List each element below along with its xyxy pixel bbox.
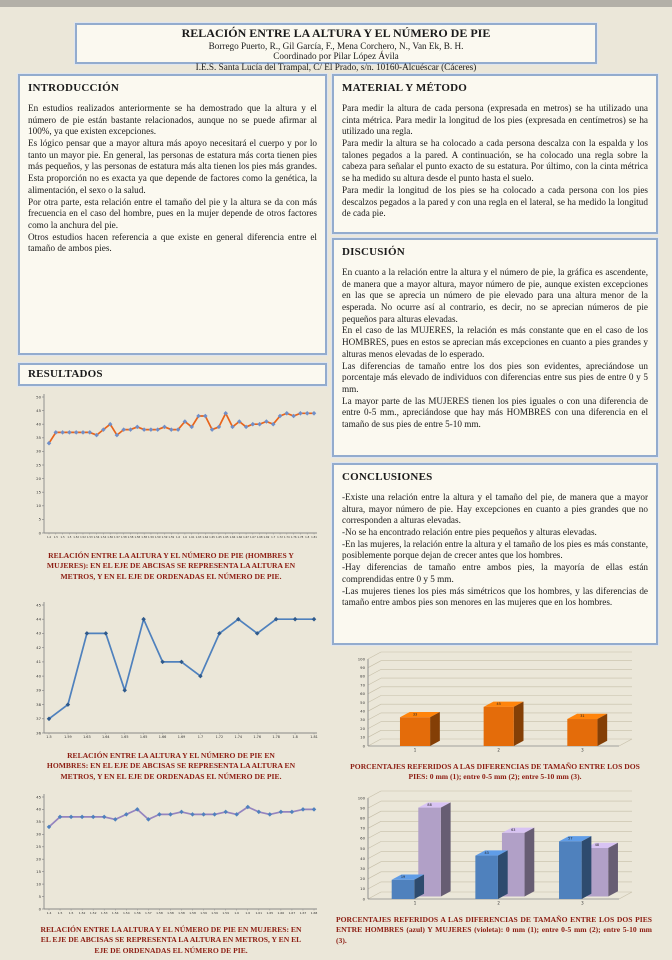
svg-text:10: 10 [360, 886, 365, 892]
svg-text:0: 0 [362, 743, 365, 749]
svg-text:39: 39 [36, 687, 41, 693]
poster-institution: I.E.S. Santa Lucía del Trampal, C/ El Prado, s/n. 10160-Alcuéscar (Cáceres) [195, 61, 477, 72]
paragraph: En el caso de las MUJERES, la relación es más constante que en el caso de los HOMBRES, pues en estos se aprecian más excepciones en cuanto a pies grandes y alturas menos elevadas de lo esperado. [342, 325, 648, 359]
svg-text:44: 44 [36, 616, 41, 622]
svg-text:1.4: 1.4 [46, 536, 52, 539]
svg-text:20: 20 [36, 856, 41, 862]
line-chart-height-vs-shoe-combined [22, 388, 322, 546]
svg-text:70: 70 [360, 682, 365, 688]
svg-text:1.6: 1.6 [245, 911, 251, 915]
section-conclusiones [332, 463, 658, 645]
svg-text:1.59: 1.59 [148, 536, 154, 539]
svg-text:80: 80 [360, 815, 365, 821]
paragraph: Para medir la longitud de los pies se ha colocado a cada persona con los pies descalzos pegados a la pared y con una regla en el lateral, se ha medido la longitud de cada pie. [342, 184, 648, 219]
svg-text:1.59: 1.59 [161, 536, 168, 539]
svg-text:36: 36 [36, 730, 41, 736]
svg-text:1: 1 [413, 900, 417, 906]
section-material-y-metodo [332, 74, 658, 234]
svg-text:45: 45 [36, 407, 41, 413]
paragraph: -No se ha encontrado relación entre pies pequeños y alturas elevadas. [342, 527, 597, 538]
svg-text:15: 15 [36, 489, 41, 495]
svg-text:45: 45 [36, 602, 41, 608]
svg-text:1.65: 1.65 [222, 536, 229, 539]
poster-title: RELACIÓN ENTRE LA ALTURA Y EL NÚMERO DE PIE [181, 26, 491, 40]
svg-text:1.54: 1.54 [100, 536, 107, 539]
svg-text:30: 30 [36, 831, 41, 837]
svg-text:1.52: 1.52 [80, 536, 86, 539]
svg-text:1.76: 1.76 [290, 536, 297, 539]
svg-text:1.78: 1.78 [297, 536, 304, 539]
line-chart-height-vs-shoe-women [22, 788, 322, 922]
svg-text:1.67: 1.67 [243, 536, 249, 539]
paragraph: En cuanto a la relación entre la altura y el número de pie, la gráfica es ascendente, de manera que a mayor altura, mayor número de pie, aunque existen excepciones en las que se aprecia un número de pie elevado para una altura menor de la esperada. No ocurre así al contrario, es decir, no se aprecian números de pie pequeños para alturas elevadas. [342, 267, 648, 324]
svg-text:1.67: 1.67 [299, 911, 307, 915]
chart-caption-bars-gender: PORCENTAJES REFERIDOS A LAS DIFERENCIAS DE TAMAÑO ENTRE LOS DOS PIES ENTRE HOMBRES (azul) Y MUJERES (violeta): 0 mm (1); entre 0-5 mm (2); entre 5-10 mm (3). [336, 915, 652, 945]
svg-text:1.74: 1.74 [234, 735, 243, 739]
svg-text:31: 31 [580, 714, 585, 719]
svg-text:1.64: 1.64 [102, 735, 110, 739]
svg-text:1.58: 1.58 [134, 536, 141, 539]
svg-text:1.7: 1.7 [271, 536, 276, 539]
svg-text:1.58: 1.58 [167, 911, 174, 915]
paragraph: En estudios realizados anteriormente se ha demostrado que la altura y el número de pie están bastante relacionados, aunque no se puede afirmar al 100%, ya que existen excepciones. [28, 103, 317, 137]
svg-text:35: 35 [36, 819, 41, 825]
svg-text:1.6: 1.6 [234, 911, 240, 915]
svg-text:2: 2 [497, 900, 500, 906]
svg-text:43: 43 [36, 630, 41, 636]
section-title-discusion: DISCUSIÓN [342, 246, 405, 258]
poster-coordinator: Coordinado por Pilar López Ávila [273, 51, 399, 62]
svg-text:1.81: 1.81 [310, 735, 318, 739]
paragraph: -Existe una relación entre la altura y el tamaño del pie, de manera que a mayor altura, mayor número de pie. Hay excepciones en cuanto a pies grandes que no corresponden a alturas elevadas. [342, 492, 648, 526]
svg-text:1.58: 1.58 [178, 911, 185, 915]
svg-text:1.53: 1.53 [86, 536, 93, 539]
svg-text:1.66: 1.66 [229, 536, 236, 539]
section-resultados [18, 363, 327, 386]
svg-text:48: 48 [594, 843, 600, 848]
chart-caption-women: RELACIÓN ENTRE LA ALTURA Y EL NÚMERO DE PIE EN MUJERES: EN EL EJE DE ABCISAS SE REPRESENTA LA ALTURA EN METROS, Y EN EL EJE DE ORDENADAS EL NÚMERO DE PIE. [40, 925, 302, 955]
svg-text:1.66: 1.66 [158, 735, 167, 739]
svg-text:50: 50 [360, 845, 365, 851]
svg-text:1.58: 1.58 [156, 911, 163, 915]
svg-text:1: 1 [413, 747, 417, 753]
section-title-resultados: RESULTADOS [28, 368, 103, 380]
svg-text:1.59: 1.59 [211, 911, 218, 915]
svg-text:1.4: 1.4 [46, 911, 52, 915]
section-introduccion [18, 74, 327, 355]
svg-text:1.78: 1.78 [272, 735, 280, 739]
svg-text:3: 3 [581, 747, 584, 753]
svg-text:1.58: 1.58 [127, 536, 134, 539]
svg-text:40: 40 [360, 708, 365, 714]
svg-text:1.65: 1.65 [139, 735, 148, 739]
svg-text:1.67: 1.67 [249, 536, 256, 539]
chart-caption-bars-total: PORCENTAJES REFERIDOS A LAS DIFERENCIAS DE TAMAÑO ENTRE LOS DOS PIES: 0 mm (1); entre 0-5 mm (2); entre 5-10 mm (3). [350, 762, 640, 782]
svg-text:45: 45 [36, 794, 41, 800]
poster-authors: Borrego Puerto, R., Gil García, F., Mena Corchero, N., Van Ek, B. H. [208, 40, 464, 51]
svg-text:90: 90 [360, 805, 365, 811]
svg-text:1.5: 1.5 [53, 536, 58, 539]
svg-text:30: 30 [360, 717, 365, 723]
svg-text:1.57: 1.57 [145, 911, 152, 915]
svg-text:1.56: 1.56 [107, 536, 114, 539]
svg-text:2: 2 [497, 747, 500, 753]
svg-text:35: 35 [36, 435, 41, 441]
svg-text:1.66: 1.66 [277, 911, 285, 915]
svg-text:20: 20 [360, 876, 365, 882]
svg-text:60: 60 [360, 835, 365, 841]
paragraph: Por otra parte, esta relación entre el tamaño del pie y la altura se da con más frecuencia en el caso del hombre, pues en la mujer depende de otros factores como la anchura del pie. [28, 196, 317, 230]
svg-text:1.59: 1.59 [154, 536, 161, 539]
svg-text:100: 100 [357, 795, 365, 801]
chart-caption-combined: RELACIÓN ENTRE LA ALTURA Y EL NÚMERO DE PIE (HOMBRES Y MUJERES): EN EL EJE DE ABCISAS SE REPRESENTA LA ALTURA EN METROS, Y EN EL EJE DE ORDENADAS EL NÚMERO DE PIE. [46, 551, 296, 581]
svg-text:25: 25 [36, 462, 41, 468]
svg-text:30: 30 [360, 866, 365, 871]
paragraph: Otros estudios hacen referencia a que existe en general diferencia entre el tamaño de ambos pies. [28, 231, 317, 254]
svg-text:1.6: 1.6 [182, 536, 187, 539]
svg-text:0: 0 [38, 906, 41, 912]
svg-text:1.58: 1.58 [141, 536, 148, 539]
paragraph: La mayor parte de las MUJERES tienen los pies iguales o con una diferencia de entre 0-5 mm., apreciándose que hay más HOMBRES con una diferencia en el tamaño de sus pies de entre 5-10 mm. [342, 395, 648, 429]
section-title-conclusiones: CONCLUSIONES [342, 471, 433, 483]
svg-text:1.67: 1.67 [288, 911, 296, 915]
svg-text:1.66: 1.66 [236, 536, 243, 539]
svg-text:15: 15 [36, 868, 41, 874]
section-discusion [332, 238, 658, 457]
svg-text:1.52: 1.52 [89, 911, 97, 915]
paragraph: -Hay diferencias de tamaño entre ambos pies, la mayoría de ellas están comprendidas entre 0 y 5 mm. [342, 562, 648, 584]
svg-text:1.6: 1.6 [176, 536, 181, 539]
svg-text:1.64: 1.64 [202, 536, 209, 539]
svg-text:1.5: 1.5 [60, 536, 65, 539]
paragraph: Las diferencias de tamaño entre los dos pies son evidentes, apreciándose un porcentaje más elevado de individuos con diferencias entre sus pies de entre 0 y 5 mm. [342, 360, 648, 394]
svg-text:1.74: 1.74 [283, 536, 290, 539]
svg-text:1.56: 1.56 [133, 911, 141, 915]
svg-text:1.7: 1.7 [197, 735, 204, 739]
svg-text:1.58: 1.58 [189, 911, 196, 915]
paragraph: Para medir la altura se ha colocado a cada persona descalza con la espalda y los talones pegados a la pared. A continuación, se ha colocado una regla sobre la cabeza para señalar el punto exacto de su estatura. Por último, con la cinta métrica se ha medido su altura desde el punto hasta el suelo. [342, 138, 648, 184]
svg-text:19: 19 [400, 875, 406, 880]
svg-text:1.63: 1.63 [83, 735, 91, 739]
svg-text:1.8: 1.8 [292, 735, 298, 739]
svg-text:0: 0 [362, 896, 365, 902]
svg-text:100: 100 [357, 656, 365, 662]
svg-text:1.72: 1.72 [277, 536, 283, 539]
paragraph: Es lógico pensar que a mayor altura más apoyo necesitará el cuerpo y por lo tanto un mayor pie. En general, las personas de estatura más corta tienen pies más pequeños, y las personas de estatura más alta tienen los pies más grandes. Esta proporción no es exacta ya que depende de factores como la genética, la alimentación, el sexo o la salud. [28, 138, 317, 195]
svg-text:41: 41 [36, 659, 41, 665]
svg-text:1.54: 1.54 [122, 911, 130, 915]
svg-text:1.76: 1.76 [253, 735, 261, 739]
section-title-material: MATERIAL Y MÉTODO [342, 82, 468, 94]
top-strip [0, 0, 672, 7]
svg-text:10: 10 [36, 881, 41, 887]
svg-text:1.68: 1.68 [310, 911, 318, 915]
svg-text:57: 57 [568, 836, 573, 841]
svg-text:1.54: 1.54 [111, 911, 119, 915]
svg-text:1.81: 1.81 [311, 536, 317, 539]
svg-text:1.5: 1.5 [57, 911, 63, 915]
svg-text:40: 40 [36, 806, 41, 812]
svg-text:1.65: 1.65 [215, 536, 222, 539]
svg-text:20: 20 [360, 725, 365, 731]
chart-caption-men: RELACIÓN ENTRE LA ALTURA Y EL NÚMERO DE PIE EN HOMBRES: EN EL EJE DE ABCISAS SE REPRESENTA LA ALTURA EN METROS, Y EN EL EJE DE ORDENADAS EL NÚMERO DE PIE. [46, 751, 296, 781]
poster-header [75, 23, 597, 72]
svg-text:10: 10 [36, 503, 41, 509]
svg-text:1.57: 1.57 [114, 536, 120, 539]
svg-text:40: 40 [36, 673, 41, 679]
svg-text:1.52: 1.52 [78, 911, 86, 915]
svg-text:1.59: 1.59 [64, 735, 72, 739]
svg-text:1.65: 1.65 [209, 536, 215, 539]
svg-text:63: 63 [511, 828, 516, 833]
svg-text:30: 30 [36, 448, 41, 454]
svg-text:1.72: 1.72 [215, 735, 224, 739]
svg-text:43: 43 [484, 850, 489, 855]
svg-text:25: 25 [36, 844, 41, 850]
svg-text:40: 40 [360, 855, 365, 861]
svg-text:33: 33 [412, 712, 418, 717]
svg-text:1.59: 1.59 [222, 911, 230, 915]
bar-chart-foot-difference-by-gender [342, 786, 648, 912]
svg-text:1.5: 1.5 [46, 735, 52, 739]
svg-text:1.61: 1.61 [255, 911, 263, 915]
svg-text:50: 50 [36, 394, 41, 400]
section-title-introduccion: INTRODUCCIÓN [28, 82, 120, 94]
svg-text:60: 60 [360, 691, 365, 697]
svg-text:1.69: 1.69 [177, 735, 186, 739]
svg-text:5: 5 [38, 893, 41, 899]
line-chart-height-vs-shoe-men [22, 596, 322, 746]
paragraph: Para medir la altura de cada persona (expresada en metros) se ha utilizado una cinta métrica. Para medir la longitud de los pies (expresada en centímetros) se ha utilizado una regla. [342, 103, 648, 137]
svg-text:90: 90 [360, 665, 365, 670]
svg-text:38: 38 [36, 701, 41, 707]
paragraph: -Las mujeres tienes los pies más simétricos que los hombres, y las diferencias de tamaño entre ambos pies son menores en las mujeres que en los hombres. [342, 585, 648, 608]
svg-text:1.65: 1.65 [266, 911, 274, 915]
svg-text:1.65: 1.65 [120, 735, 129, 739]
svg-text:42: 42 [36, 644, 41, 650]
svg-text:0: 0 [38, 530, 41, 536]
svg-text:50: 50 [360, 699, 365, 705]
svg-text:1.8: 1.8 [305, 536, 310, 539]
svg-text:20: 20 [36, 475, 41, 481]
svg-text:1.54: 1.54 [93, 536, 100, 539]
svg-text:80: 80 [360, 673, 365, 679]
svg-text:40: 40 [36, 421, 41, 427]
svg-text:1.5: 1.5 [68, 911, 74, 915]
svg-text:1.63: 1.63 [195, 536, 202, 539]
svg-text:1.58: 1.58 [120, 536, 127, 539]
svg-text:1.59: 1.59 [168, 536, 175, 539]
svg-text:5: 5 [38, 516, 41, 522]
svg-text:1.61: 1.61 [188, 536, 195, 539]
svg-text:70: 70 [360, 825, 365, 831]
svg-text:1.68: 1.68 [256, 536, 263, 539]
svg-text:10: 10 [360, 734, 365, 740]
svg-text:88: 88 [427, 802, 432, 807]
paragraph: -En las mujeres, la relación entre la altura y el tamaño de los pies es más constante, posiblemente porque dejan de crecer antes que los hombres. [342, 538, 648, 561]
svg-text:1.52: 1.52 [73, 536, 80, 539]
svg-text:1.53: 1.53 [100, 911, 108, 915]
svg-text:45: 45 [496, 702, 501, 707]
svg-text:1.59: 1.59 [200, 911, 207, 915]
svg-text:3: 3 [581, 900, 584, 906]
svg-text:37: 37 [36, 716, 41, 722]
svg-text:1.5: 1.5 [67, 536, 72, 539]
svg-text:1.69: 1.69 [263, 536, 270, 539]
bar-chart-foot-difference-total [342, 647, 648, 759]
